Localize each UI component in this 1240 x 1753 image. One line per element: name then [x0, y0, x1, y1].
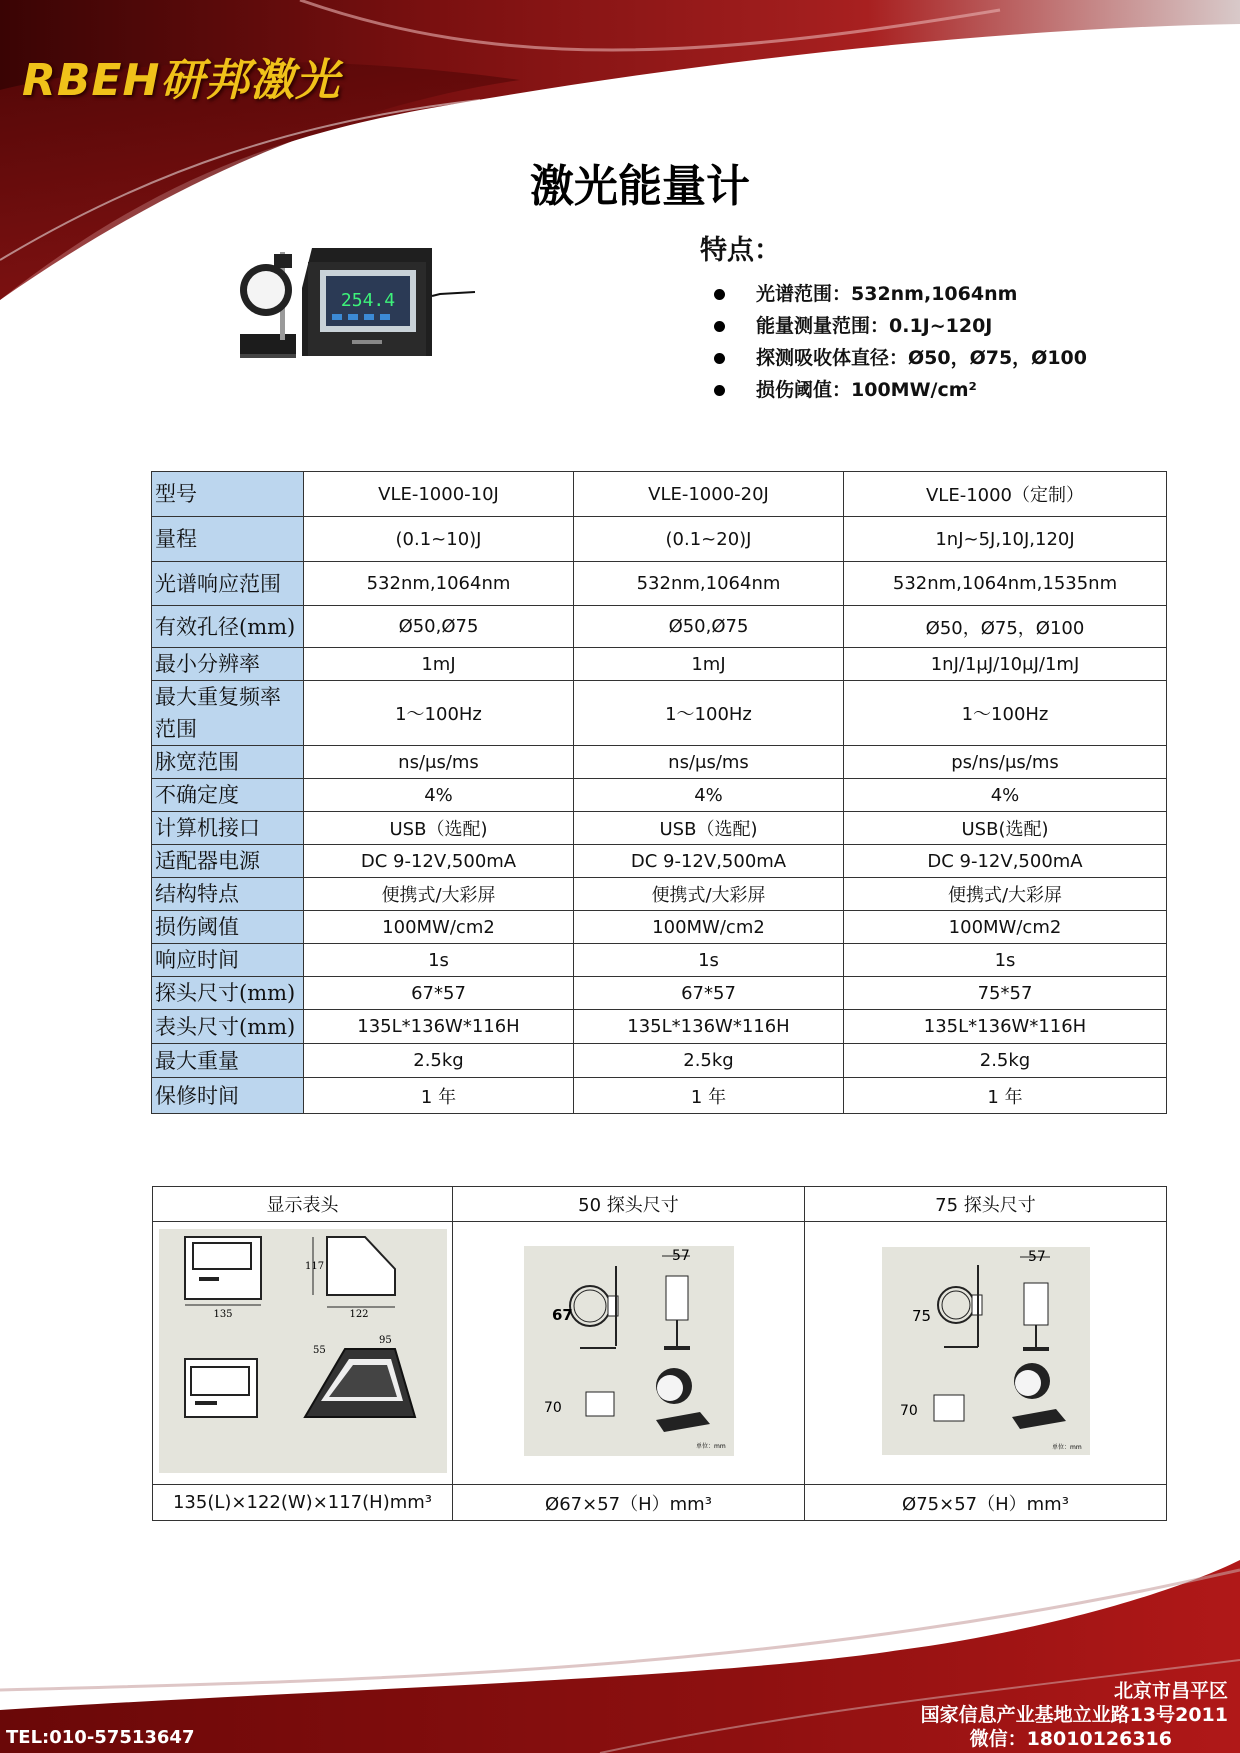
spec-value: VLE-1000-10J [304, 472, 574, 517]
spec-value: Ø50，Ø75，Ø100 [844, 606, 1167, 648]
spec-value: 1nJ~5J,10J,120J [844, 517, 1167, 562]
svg-text:70: 70 [899, 1402, 918, 1419]
spec-label: 表头尺寸(mm) [152, 1010, 304, 1044]
spec-value: DC 9-12V,500mA [304, 845, 574, 878]
spec-value: 100MW/cm2 [304, 911, 574, 944]
spec-row [152, 746, 1167, 779]
svg-text:95: 95 [378, 1334, 392, 1346]
svg-text:55: 55 [312, 1344, 326, 1356]
spec-value: 135L*136W*116H [574, 1010, 844, 1044]
spec-value: ps/ns/μs/ms [844, 746, 1167, 779]
drawing-caption-probe50: Ø67×57（H）mm³ [453, 1485, 805, 1521]
brand-logo: RBEH研邦激光 [22, 55, 341, 106]
svg-text:122: 122 [348, 1308, 369, 1320]
spec-value: 1～100Hz [844, 681, 1167, 746]
spec-value: USB（选配) [574, 812, 844, 845]
spec-label: 损伤阈值 [152, 911, 304, 944]
spec-value: VLE-1000-20J [574, 472, 844, 517]
svg-text:57: 57 [1027, 1248, 1046, 1265]
spec-value: 67*57 [574, 977, 844, 1010]
spec-value: 便携式/大彩屏 [304, 878, 574, 911]
spec-value: 1～100Hz [304, 681, 574, 746]
spec-value: 100MW/cm2 [844, 911, 1167, 944]
spec-row [152, 845, 1167, 878]
spec-value: 532nm,1064nm,1535nm [844, 562, 1167, 606]
spec-value: 532nm,1064nm [574, 562, 844, 606]
spec-table [151, 471, 1167, 1114]
spec-value: 135L*136W*116H [304, 1010, 574, 1044]
spec-value: 1 年 [304, 1078, 574, 1114]
bullet-icon [714, 353, 725, 364]
spec-row [152, 944, 1167, 977]
probe75-dimension-drawing [882, 1247, 1090, 1455]
bullet-icon [714, 321, 725, 332]
spec-value: 2.5kg [304, 1044, 574, 1078]
feature-item: 损伤阈值：100MW/cm² [712, 374, 1087, 406]
spec-value: USB(选配) [844, 812, 1167, 845]
spec-row [152, 606, 1167, 648]
spec-value: 75*57 [844, 977, 1167, 1010]
feature-item: 能量测量范围：0.1J~120J [712, 310, 1087, 342]
svg-text:117: 117 [304, 1260, 324, 1272]
spec-value: ns/μs/ms [304, 746, 574, 779]
spec-row [152, 1078, 1167, 1114]
drawing-caption-display: 135(L)×122(W)×117(H)mm³ [153, 1485, 453, 1521]
probe50-dimension-drawing [524, 1246, 734, 1456]
dimension-drawings-table [152, 1186, 1167, 1521]
spec-value: 4% [574, 779, 844, 812]
spec-label: 适配器电源 [152, 845, 304, 878]
spec-row [152, 681, 1167, 746]
bullet-icon [714, 385, 725, 396]
spec-value: 1～100Hz [574, 681, 844, 746]
spec-value: DC 9-12V,500mA [574, 845, 844, 878]
spec-value: 135L*136W*116H [844, 1010, 1167, 1044]
drawing-header-probe75: 75 探头尺寸 [805, 1187, 1167, 1222]
spec-value: 4% [304, 779, 574, 812]
spec-label: 保修时间 [152, 1078, 304, 1114]
spec-label: 最大重复频率范围 [152, 681, 304, 746]
spec-value: VLE-1000（定制） [844, 472, 1167, 517]
footer-tel: TEL:010-57513647 [6, 1727, 195, 1748]
spec-value: 1s [844, 944, 1167, 977]
spec-value: Ø50,Ø75 [304, 606, 574, 648]
svg-text:单位：mm: 单位：mm [1051, 1443, 1082, 1451]
spec-row [152, 1044, 1167, 1078]
drawing-header-probe50: 50 探头尺寸 [453, 1187, 805, 1222]
spec-value: 便携式/大彩屏 [844, 878, 1167, 911]
spec-row [152, 562, 1167, 606]
svg-text:57: 57 [671, 1247, 690, 1264]
spec-row [152, 878, 1167, 911]
spec-label: 脉宽范围 [152, 746, 304, 779]
svg-text:75: 75 [911, 1306, 931, 1325]
svg-text:70: 70 [543, 1399, 562, 1416]
spec-value: Ø50,Ø75 [574, 606, 844, 648]
spec-label: 最小分辨率 [152, 648, 304, 681]
spec-row [152, 977, 1167, 1010]
spec-label: 最大重量 [152, 1044, 304, 1078]
drawing-header-display: 显示表头 [153, 1187, 453, 1222]
feature-item: 探测吸收体直径：Ø50，Ø75，Ø100 [712, 342, 1087, 374]
spec-label: 探头尺寸(mm) [152, 977, 304, 1010]
features-heading: 特点： [700, 235, 781, 266]
product-image [240, 248, 500, 408]
spec-row [152, 1010, 1167, 1044]
svg-text:135: 135 [212, 1308, 233, 1320]
page-title: 激光能量计 [530, 161, 750, 212]
drawing-caption-probe75: Ø75×57（H）mm³ [805, 1485, 1167, 1521]
spec-value: 2.5kg [844, 1044, 1167, 1078]
spec-value: 4% [844, 779, 1167, 812]
spec-value: (0.1~20)J [574, 517, 844, 562]
spec-row [152, 779, 1167, 812]
spec-value: ns/μs/ms [574, 746, 844, 779]
footer-wechat: 微信：18010126316 [969, 1728, 1172, 1750]
spec-label: 光谱响应范围 [152, 562, 304, 606]
spec-label: 不确定度 [152, 779, 304, 812]
spec-value: 便携式/大彩屏 [574, 878, 844, 911]
spec-value: 1mJ [304, 648, 574, 681]
spec-label: 型号 [152, 472, 304, 517]
spec-value: 1mJ [574, 648, 844, 681]
spec-value: 100MW/cm2 [574, 911, 844, 944]
spec-label: 有效孔径(mm) [152, 606, 304, 648]
spec-row [152, 648, 1167, 681]
spec-value: 1 年 [574, 1078, 844, 1114]
spec-row [152, 911, 1167, 944]
spec-value: 532nm,1064nm [304, 562, 574, 606]
spec-row [152, 812, 1167, 845]
spec-label: 量程 [152, 517, 304, 562]
product-display-readout: 254.4 [340, 290, 396, 311]
spec-label: 响应时间 [152, 944, 304, 977]
spec-value: 1 年 [844, 1078, 1167, 1114]
footer-address-line: 北京市昌平区 [1113, 1680, 1228, 1702]
spec-value: (0.1~10)J [304, 517, 574, 562]
features-list [712, 278, 1087, 406]
spec-value: 1s [304, 944, 574, 977]
spec-value: DC 9-12V,500mA [844, 845, 1167, 878]
spec-value: 1s [574, 944, 844, 977]
feature-item: 光谱范围：532nm,1064nm [712, 278, 1087, 310]
spec-label: 结构特点 [152, 878, 304, 911]
svg-text:单位：mm: 单位：mm [695, 1442, 726, 1450]
spec-value: 2.5kg [574, 1044, 844, 1078]
spec-label: 计算机接口 [152, 812, 304, 845]
bullet-icon [714, 289, 725, 300]
svg-text:67: 67 [551, 1305, 573, 1324]
spec-row [152, 472, 1167, 517]
spec-row [152, 517, 1167, 562]
footer-address-line: 国家信息产业基地立业路13号2011 [920, 1704, 1228, 1726]
spec-value: 67*57 [304, 977, 574, 1010]
spec-value: 1nJ/1μJ/10μJ/1mJ [844, 648, 1167, 681]
display-dimension-drawing [159, 1229, 447, 1473]
spec-value: USB（选配) [304, 812, 574, 845]
